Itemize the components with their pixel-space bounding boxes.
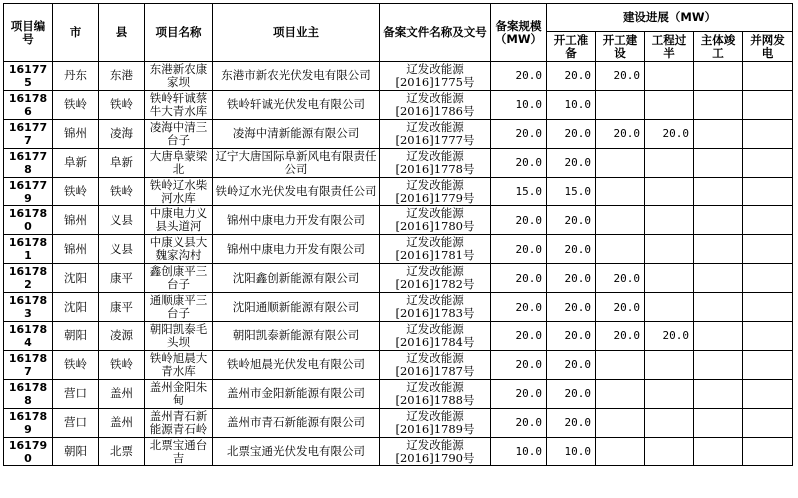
cell-filing-document xyxy=(380,408,491,437)
filing-document-line1: 辽发改能源 xyxy=(406,264,464,279)
cell-grid-connected xyxy=(743,90,793,119)
table-row xyxy=(4,148,793,177)
cell-city: 铁岭 xyxy=(53,90,99,119)
cell-start-preparation: 10.0 xyxy=(547,437,596,466)
cell-project-name: 大唐阜蒙梁北 xyxy=(145,148,213,177)
cell-start-preparation: 20.0 xyxy=(547,264,596,293)
cell-start-construction xyxy=(596,408,645,437)
filing-document-line1: 辽发改能源 xyxy=(406,321,464,336)
cell-filing-scale: 20.0 xyxy=(491,293,547,322)
cell-county: 凌海 xyxy=(99,119,145,148)
cell-start-construction xyxy=(596,350,645,379)
cell-filing-document xyxy=(380,206,491,235)
cell-project-owner: 锦州中康电力开发有限公司 xyxy=(213,206,380,235)
cell-start-construction xyxy=(596,206,645,235)
cell-project-owner: 铁岭旭晨光伏发电有限公司 xyxy=(213,350,380,379)
cell-county: 北票 xyxy=(99,437,145,466)
header-halfway: 工程过半 xyxy=(645,32,694,62)
filing-document-line1: 辽发改能源 xyxy=(406,350,464,365)
cell-project-id: 161775 xyxy=(4,62,53,91)
cell-halfway xyxy=(645,62,694,91)
cell-grid-connected xyxy=(743,119,793,148)
cell-main-completed xyxy=(694,206,743,235)
cell-project-owner: 北票宝通光伏发电有限公司 xyxy=(213,437,380,466)
cell-project-id: 161784 xyxy=(4,322,53,351)
cell-start-construction: 20.0 xyxy=(596,322,645,351)
header-start-preparation: 开工准备 xyxy=(547,32,596,62)
cell-start-construction xyxy=(596,177,645,206)
cell-filing-document xyxy=(380,379,491,408)
cell-grid-connected xyxy=(743,322,793,351)
cell-city: 铁岭 xyxy=(53,350,99,379)
cell-main-completed xyxy=(694,235,743,264)
table-row xyxy=(4,379,793,408)
filing-document-line2: [2016]1779号 xyxy=(395,190,475,205)
cell-start-construction xyxy=(596,90,645,119)
cell-filing-scale: 20.0 xyxy=(491,379,547,408)
cell-county: 阜新 xyxy=(99,148,145,177)
cell-halfway xyxy=(645,235,694,264)
cell-grid-connected xyxy=(743,379,793,408)
cell-filing-document xyxy=(380,322,491,351)
cell-project-name: 通顺康平三台子 xyxy=(145,293,213,322)
table-row xyxy=(4,322,793,351)
filing-document-line1: 辽发改能源 xyxy=(406,379,464,394)
cell-start-preparation: 20.0 xyxy=(547,62,596,91)
cell-filing-scale: 20.0 xyxy=(491,350,547,379)
cell-project-id: 161787 xyxy=(4,350,53,379)
filing-document-line2: [2016]1789号 xyxy=(395,421,475,436)
cell-county: 义县 xyxy=(99,235,145,264)
cell-filing-document xyxy=(380,177,491,206)
cell-filing-document xyxy=(380,62,491,91)
cell-grid-connected xyxy=(743,408,793,437)
cell-filing-scale: 20.0 xyxy=(491,322,547,351)
cell-project-name: 盖州金阳朱甸 xyxy=(145,379,213,408)
cell-start-preparation: 20.0 xyxy=(547,235,596,264)
cell-start-construction: 20.0 xyxy=(596,62,645,91)
cell-main-completed xyxy=(694,177,743,206)
cell-filing-document xyxy=(380,90,491,119)
cell-city: 丹东 xyxy=(53,62,99,91)
cell-city: 朝阳 xyxy=(53,322,99,351)
table-row xyxy=(4,119,793,148)
filing-document-line1: 辽发改能源 xyxy=(406,61,464,76)
cell-project-owner: 朝阳凯泰新能源有限公司 xyxy=(213,322,380,351)
cell-grid-connected xyxy=(743,437,793,466)
cell-city: 锦州 xyxy=(53,206,99,235)
cell-halfway xyxy=(645,177,694,206)
cell-halfway xyxy=(645,90,694,119)
cell-start-preparation: 15.0 xyxy=(547,177,596,206)
filing-document-line2: [2016]1786号 xyxy=(395,103,475,118)
cell-grid-connected xyxy=(743,264,793,293)
cell-county: 康平 xyxy=(99,293,145,322)
cell-county: 铁岭 xyxy=(99,177,145,206)
cell-project-owner: 凌海中清新能源有限公司 xyxy=(213,119,380,148)
header-project-owner: 项目业主 xyxy=(213,4,380,62)
cell-county: 盖州 xyxy=(99,408,145,437)
cell-project-owner: 东港市新农光伏发电有限公司 xyxy=(213,62,380,91)
cell-project-id: 161781 xyxy=(4,235,53,264)
cell-project-id: 161783 xyxy=(4,293,53,322)
cell-halfway xyxy=(645,148,694,177)
table-row xyxy=(4,177,793,206)
cell-project-id: 161777 xyxy=(4,119,53,148)
cell-project-id: 161782 xyxy=(4,264,53,293)
cell-filing-document xyxy=(380,350,491,379)
cell-main-completed xyxy=(694,437,743,466)
cell-start-preparation: 20.0 xyxy=(547,322,596,351)
header-county: 县 xyxy=(99,4,145,62)
cell-halfway: 20.0 xyxy=(645,322,694,351)
cell-project-name: 北票宝通台吉 xyxy=(145,437,213,466)
cell-city: 沈阳 xyxy=(53,264,99,293)
filing-document-line1: 辽发改能源 xyxy=(406,90,464,105)
header-project-name: 项目名称 xyxy=(145,4,213,62)
cell-grid-connected xyxy=(743,148,793,177)
cell-project-id: 161786 xyxy=(4,90,53,119)
cell-filing-scale: 15.0 xyxy=(491,177,547,206)
cell-project-id: 161779 xyxy=(4,177,53,206)
header-filing-document: 备案文件名称及文号 xyxy=(380,4,491,62)
filing-document-line2: [2016]1790号 xyxy=(395,450,475,465)
cell-project-id: 161788 xyxy=(4,379,53,408)
table-row xyxy=(4,264,793,293)
header-start-construction: 开工建设 xyxy=(596,32,645,62)
header-project-id: 项目编号 xyxy=(4,4,53,62)
header-main-completed: 主体竣工 xyxy=(694,32,743,62)
cell-start-preparation: 20.0 xyxy=(547,408,596,437)
filing-document-line2: [2016]1777号 xyxy=(395,132,475,147)
cell-start-preparation: 10.0 xyxy=(547,90,596,119)
cell-start-construction xyxy=(596,437,645,466)
table-body xyxy=(4,62,793,466)
cell-project-name: 铁岭轩诚蔡牛大青水库 xyxy=(145,90,213,119)
cell-start-preparation: 20.0 xyxy=(547,293,596,322)
cell-city: 营口 xyxy=(53,379,99,408)
cell-grid-connected xyxy=(743,293,793,322)
filing-document-line1: 辽发改能源 xyxy=(406,293,464,308)
filing-document-line2: [2016]1787号 xyxy=(395,363,475,378)
cell-main-completed xyxy=(694,119,743,148)
cell-county: 凌源 xyxy=(99,322,145,351)
table-row xyxy=(4,408,793,437)
cell-project-name: 铁岭旭晨大青水库 xyxy=(145,350,213,379)
cell-start-construction xyxy=(596,235,645,264)
cell-project-name: 鑫创康平三台子 xyxy=(145,264,213,293)
filing-document-line2: [2016]1775号 xyxy=(395,74,475,89)
filing-document-line2: [2016]1778号 xyxy=(395,161,475,176)
cell-start-construction xyxy=(596,148,645,177)
filing-document-line1: 辽发改能源 xyxy=(406,206,464,221)
cell-filing-document xyxy=(380,148,491,177)
cell-filing-scale: 20.0 xyxy=(491,408,547,437)
cell-filing-scale: 20.0 xyxy=(491,119,547,148)
filing-document-line2: [2016]1781号 xyxy=(395,248,475,263)
cell-project-id: 161780 xyxy=(4,206,53,235)
filing-document-line2: [2016]1783号 xyxy=(395,306,475,321)
cell-city: 锦州 xyxy=(53,119,99,148)
cell-grid-connected xyxy=(743,206,793,235)
cell-project-owner: 锦州中康电力开发有限公司 xyxy=(213,235,380,264)
cell-main-completed xyxy=(694,379,743,408)
cell-county: 义县 xyxy=(99,206,145,235)
cell-main-completed xyxy=(694,62,743,91)
cell-project-name: 盖州青石新能源青石岭 xyxy=(145,408,213,437)
cell-project-name: 中康电力义县头道河 xyxy=(145,206,213,235)
cell-start-construction xyxy=(596,379,645,408)
cell-filing-document xyxy=(380,293,491,322)
cell-start-preparation: 20.0 xyxy=(547,206,596,235)
cell-project-owner: 盖州市金阳新能源有限公司 xyxy=(213,379,380,408)
cell-city: 锦州 xyxy=(53,235,99,264)
cell-halfway xyxy=(645,379,694,408)
table-row xyxy=(4,350,793,379)
cell-main-completed xyxy=(694,148,743,177)
cell-project-owner: 盖州市青石新能源有限公司 xyxy=(213,408,380,437)
cell-county: 铁岭 xyxy=(99,90,145,119)
cell-project-owner: 铁岭轩诚光伏发电有限公司 xyxy=(213,90,380,119)
filing-document-line1: 辽发改能源 xyxy=(406,235,464,250)
cell-project-owner: 沈阳通顺新能源有限公司 xyxy=(213,293,380,322)
cell-grid-connected xyxy=(743,62,793,91)
cell-filing-scale: 20.0 xyxy=(491,62,547,91)
cell-city: 阜新 xyxy=(53,148,99,177)
cell-county: 康平 xyxy=(99,264,145,293)
header-filing-scale: 备案规模（MW） xyxy=(491,4,547,62)
filing-document-line1: 辽发改能源 xyxy=(406,408,464,423)
cell-halfway xyxy=(645,206,694,235)
header-city: 市 xyxy=(53,4,99,62)
cell-filing-scale: 20.0 xyxy=(491,148,547,177)
cell-project-id: 161790 xyxy=(4,437,53,466)
cell-main-completed xyxy=(694,90,743,119)
cell-project-id: 161789 xyxy=(4,408,53,437)
filing-document-line1: 辽发改能源 xyxy=(406,148,464,163)
filing-document-line1: 辽发改能源 xyxy=(406,177,464,192)
cell-main-completed xyxy=(694,322,743,351)
cell-project-name: 铁岭辽水柴河水库 xyxy=(145,177,213,206)
cell-filing-scale: 20.0 xyxy=(491,264,547,293)
header-grid-connected: 并网发电 xyxy=(743,32,793,62)
table-row xyxy=(4,437,793,466)
cell-halfway xyxy=(645,350,694,379)
table-row xyxy=(4,62,793,91)
cell-main-completed xyxy=(694,293,743,322)
filing-document-line1: 辽发改能源 xyxy=(406,437,464,452)
cell-filing-scale: 10.0 xyxy=(491,437,547,466)
cell-start-construction: 20.0 xyxy=(596,264,645,293)
cell-county: 东港 xyxy=(99,62,145,91)
cell-project-name: 中康义县大魏家沟村 xyxy=(145,235,213,264)
cell-filing-document xyxy=(380,437,491,466)
cell-city: 铁岭 xyxy=(53,177,99,206)
cell-project-owner: 辽宁大唐国际阜新风电有限责任公司 xyxy=(213,148,380,177)
cell-county: 铁岭 xyxy=(99,350,145,379)
cell-main-completed xyxy=(694,350,743,379)
cell-project-owner: 铁岭辽水光伏发电有限责任公司 xyxy=(213,177,380,206)
cell-project-name: 东港新农康家坝 xyxy=(145,62,213,91)
cell-start-construction: 20.0 xyxy=(596,119,645,148)
filing-document-line2: [2016]1784号 xyxy=(395,334,475,349)
filing-document-line2: [2016]1780号 xyxy=(395,219,475,234)
cell-start-preparation: 20.0 xyxy=(547,119,596,148)
project-table xyxy=(3,3,793,466)
cell-county: 盖州 xyxy=(99,379,145,408)
cell-start-preparation: 20.0 xyxy=(547,350,596,379)
cell-grid-connected xyxy=(743,350,793,379)
cell-main-completed xyxy=(694,264,743,293)
filing-document-line1: 辽发改能源 xyxy=(406,119,464,134)
cell-filing-scale: 20.0 xyxy=(491,206,547,235)
cell-project-id: 161778 xyxy=(4,148,53,177)
cell-project-name: 凌海中清三台子 xyxy=(145,119,213,148)
cell-grid-connected xyxy=(743,177,793,206)
cell-project-name: 朝阳凯泰毛头坝 xyxy=(145,322,213,351)
table-row xyxy=(4,90,793,119)
table-row xyxy=(4,235,793,264)
filing-document-line2: [2016]1782号 xyxy=(395,277,475,292)
cell-start-construction: 20.0 xyxy=(596,293,645,322)
filing-document-line2: [2016]1788号 xyxy=(395,392,475,407)
cell-start-preparation: 20.0 xyxy=(547,148,596,177)
cell-filing-document xyxy=(380,235,491,264)
table-row xyxy=(4,206,793,235)
cell-project-owner: 沈阳鑫创新能源有限公司 xyxy=(213,264,380,293)
cell-filing-document xyxy=(380,119,491,148)
cell-city: 营口 xyxy=(53,408,99,437)
cell-halfway: 20.0 xyxy=(645,119,694,148)
cell-main-completed xyxy=(694,408,743,437)
cell-start-preparation: 20.0 xyxy=(547,379,596,408)
cell-filing-document xyxy=(380,264,491,293)
table-row xyxy=(4,293,793,322)
cell-halfway xyxy=(645,264,694,293)
cell-city: 沈阳 xyxy=(53,293,99,322)
cell-filing-scale: 10.0 xyxy=(491,90,547,119)
header-construction-progress: 建设进展（MW） xyxy=(547,4,793,32)
cell-halfway xyxy=(645,293,694,322)
cell-halfway xyxy=(645,408,694,437)
cell-city: 朝阳 xyxy=(53,437,99,466)
cell-grid-connected xyxy=(743,235,793,264)
cell-halfway xyxy=(645,437,694,466)
cell-filing-scale: 20.0 xyxy=(491,235,547,264)
